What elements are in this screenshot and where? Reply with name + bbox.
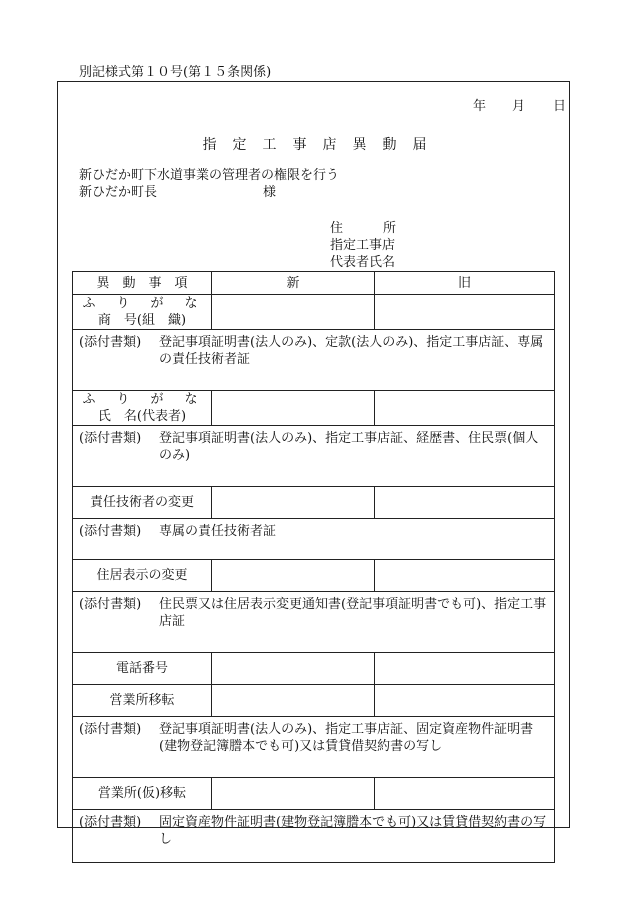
attach-label: (添付書類) <box>79 524 142 539</box>
date-day-label: 日 <box>553 99 567 114</box>
table-row <box>73 653 555 685</box>
applicant-address-label-b: 所 <box>383 221 397 236</box>
attach-text: 登記事項証明書(法人のみ)、定款(法人のみ)、指定工事店証、専属の責任技術者証 <box>159 335 544 367</box>
table-row <box>73 426 555 487</box>
trade-name-label: 商 号(組 織) <box>97 313 187 328</box>
trade-name-label-cell <box>73 295 212 330</box>
attach-label: (添付書類) <box>79 431 142 446</box>
applicant-representative-label: 代表者氏名 <box>330 255 396 270</box>
applicant-company-label: 指定工事店 <box>330 238 396 253</box>
phone-label: 電話番号 <box>73 653 212 685</box>
change-table <box>72 271 555 863</box>
attach-label: (添付書類) <box>79 722 142 737</box>
header-new: 新 <box>212 272 375 295</box>
attach-text: 固定資産物件証明書(建物登記簿謄本でも可)又は賃貸借契約書の写し <box>159 815 547 847</box>
addressee-line1: 新ひだか町下水道事業の管理者の権限を行う <box>79 168 340 183</box>
engineer-label: 責任技術者の変更 <box>73 487 212 519</box>
table-row <box>73 685 555 717</box>
rep-name-old-field[interactable] <box>375 391 555 426</box>
attach-text: 登記事項証明書(法人のみ)、指定工事店証、経歴書、住民票(個人のみ) <box>159 431 539 463</box>
document-title: 指 定 工 事 店 異 動 届 <box>202 137 428 153</box>
attach-label: (添付書類) <box>79 815 142 830</box>
attach-label: (添付書類) <box>79 597 142 612</box>
attach-text: 住民票又は住居表示変更通知書(登記事項証明書でも可)、指定工事店証 <box>159 597 547 629</box>
date-month-label: 月 <box>512 99 526 114</box>
engineer-old-field[interactable] <box>375 487 555 519</box>
table-row <box>73 391 555 426</box>
trade-name-attachments <box>73 330 555 391</box>
header-old: 旧 <box>375 272 555 295</box>
table-row <box>73 560 555 592</box>
trade-name-new-field[interactable] <box>212 295 375 330</box>
table-row <box>73 487 555 519</box>
temp-office-move-old-field[interactable] <box>375 778 555 810</box>
addressee-honorific: 様 <box>263 185 277 200</box>
table-row <box>73 592 555 653</box>
trade-name-old-field[interactable] <box>375 295 555 330</box>
office-move-attachments <box>73 717 555 778</box>
office-move-new-field[interactable] <box>212 685 375 717</box>
temp-office-move-label: 営業所(仮)移転 <box>73 778 212 810</box>
addressee-line2: 新ひだか町長 <box>79 185 158 200</box>
rep-name-label-cell <box>73 391 212 426</box>
office-move-old-field[interactable] <box>375 685 555 717</box>
address-display-label: 住居表示の変更 <box>73 560 212 592</box>
table-row <box>73 717 555 778</box>
rep-name-label: 氏 名(代表者) <box>97 409 187 424</box>
rep-name-new-field[interactable] <box>212 391 375 426</box>
office-move-label: 営業所移転 <box>73 685 212 717</box>
engineer-new-field[interactable] <box>212 487 375 519</box>
table-row <box>73 519 555 560</box>
table-row <box>73 778 555 810</box>
rep-name-furigana: ふ り が な <box>82 392 202 407</box>
attach-label: (添付書類) <box>79 335 142 350</box>
table-row <box>73 810 555 863</box>
table-header-row <box>73 272 555 295</box>
date-year-label: 年 <box>473 99 487 114</box>
applicant-address-label-a: 住 <box>330 221 344 236</box>
address-display-old-field[interactable] <box>375 560 555 592</box>
address-display-new-field[interactable] <box>212 560 375 592</box>
phone-old-field[interactable] <box>375 653 555 685</box>
temp-office-move-new-field[interactable] <box>212 778 375 810</box>
table-row <box>73 295 555 330</box>
temp-office-move-attachments <box>73 810 555 863</box>
table-row <box>73 330 555 391</box>
form-caption: 別記様式第１０号(第１５条関係) <box>79 65 272 80</box>
phone-new-field[interactable] <box>212 653 375 685</box>
engineer-attachments <box>73 519 555 560</box>
attach-text: 専属の責任技術者証 <box>159 524 277 539</box>
attach-text: 登記事項証明書(法人のみ)、指定工事店証、固定資産物件証明書(建物登記簿謄本でも可)又は賃貸借契約書の写し <box>159 722 534 754</box>
trade-name-furigana: ふ り が な <box>82 296 202 311</box>
rep-name-attachments <box>73 426 555 487</box>
header-item: 異 動 事 項 <box>73 272 212 295</box>
address-display-attachments <box>73 592 555 653</box>
